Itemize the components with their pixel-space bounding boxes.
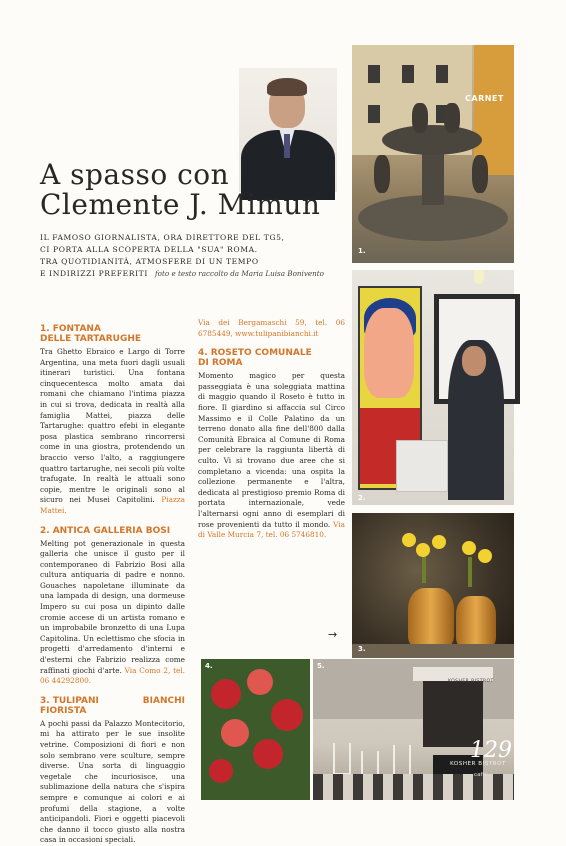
yellow-flower <box>416 543 430 557</box>
photo-label-5: 5. <box>317 662 325 670</box>
rose <box>253 739 283 769</box>
gallery-photo <box>352 270 514 505</box>
section-title-1a: FONTANA <box>52 324 101 334</box>
section-title-4b: DI ROMA <box>198 358 243 369</box>
amber-vase <box>456 596 496 648</box>
portrait-hair <box>267 78 307 96</box>
yellow-flower <box>478 549 492 563</box>
vases-photo <box>352 513 514 658</box>
yellow-flower <box>462 541 476 555</box>
section-heading-1 <box>40 324 185 344</box>
photo-credit: foto e testo raccolto da Maria Luisa Bonivento <box>154 269 324 278</box>
section-body-1 <box>40 347 185 517</box>
statue-figure <box>472 155 488 193</box>
section-body-2 <box>40 539 185 687</box>
section-title-4a: ROSETO COMUNALE <box>210 348 312 359</box>
section-number-4: 4. <box>198 348 208 359</box>
stem <box>422 553 426 583</box>
statue-figure <box>444 103 460 133</box>
window <box>436 65 448 83</box>
ceiling-lamp <box>474 270 484 284</box>
shop-front-sign: KOSHER BISTROT <box>448 679 494 684</box>
section-title-1b: DELLE TARTARUGHE <box>40 334 142 344</box>
table-surface <box>352 644 514 658</box>
page-number: 129 <box>470 738 512 763</box>
section-body-3-continued <box>198 318 345 339</box>
text-column-1 <box>40 318 185 845</box>
section-heading-3 <box>40 696 185 716</box>
gallery-owner-head <box>462 346 486 376</box>
article-subtitle <box>40 232 345 280</box>
section-address-2: Via Como 2, tel. 06 44292800. <box>40 665 185 686</box>
section-text-4: Momento magico per questa passeggiata è una soleggiata mattina di maggio quando il Roseto è tutto in fiore. Il giardino si affaccia sul Circo Massimo e il Colle Palatino da un terreno donato alla fine dell'800 dalla Comunità Ebraica al Comune di Roma per celebrare la raggiunta libertà di culto. Vi si trovano due aree che si completano a vicenda: una ospita la collezione permanente e l'altra, dedicata al prestigioso premio Roma di portata internazionale, vede l'alternarsi ogni anno di esemplari di rose provenienti da tutto il mondo. <box>198 371 345 529</box>
subtitle-line-3: TRA QUOTIDIANITÀ, ATMOSFERE DI UN TEMPO <box>40 257 259 266</box>
sign-line-2: caffè <box>474 772 488 778</box>
photo-label-2: 2. <box>358 494 366 502</box>
section-heading-2 <box>40 526 185 536</box>
sculpture-plinth <box>396 440 448 492</box>
window <box>368 105 380 123</box>
subtitle-line-4: E INDIRIZZI PREFERITI <box>40 269 148 278</box>
fountain-photo <box>352 45 514 263</box>
bistrot-entrance <box>423 677 483 747</box>
fountain-bowl <box>382 125 482 155</box>
title-line-1: A spasso con <box>40 158 230 191</box>
section-heading-4 <box>198 348 345 368</box>
portrait-tie <box>284 134 290 158</box>
window <box>368 65 380 83</box>
subtitle-line-2: CI PORTA ALLA SCOPERTA DELLA "SUA" ROMA. <box>40 245 258 254</box>
photo-label-1: 1. <box>358 247 366 255</box>
section-text-2: Melting pot generazionale in questa galleria che unisce il gusto per il contemporaneo di Fabrizio Bosi alla cultura antiquaria di padre e nonno. Gouaches napoletane illuminate da una lampada di design, una dormeuse Impero su cui posa un dipinto dalle cromie accese di un artista romano e un improbabile bronzetto di una Lupa Capitolina. Un eclettismo che sfocia in progetti d'arredamento d'interni e d'esterni che Fabrizio realizza come raffinati giochi d'arte. <box>40 538 185 675</box>
section-address-1: Piazza Mattei. <box>40 495 185 515</box>
continue-arrow-icon: → <box>328 628 338 641</box>
text-column-2 <box>198 318 345 541</box>
photo-label-3: 3. <box>358 645 366 653</box>
painting-face <box>364 308 414 398</box>
yellow-flower <box>402 533 416 547</box>
section-address-4: Via di Valle Murcia 7, tel. 06 5746810. <box>198 519 345 540</box>
sign-line-1: KOSHER BISTROT <box>450 761 506 767</box>
chair <box>333 743 351 775</box>
rose <box>211 679 241 709</box>
rose <box>221 719 249 747</box>
window <box>402 65 414 83</box>
section-title-3: TULIPANI BIANCHI FIORISTA <box>40 695 185 716</box>
chair <box>393 745 411 777</box>
rose <box>247 669 273 695</box>
section-address-3: Via dei Bergamaschi 59, tel. 06 6785449, www.tulipanibianchi.it <box>198 318 345 338</box>
title-line-2: Clemente J. Mimun <box>40 188 321 221</box>
section-text-1: Tra Ghetto Ebraico e Largo di Torre Argentina, una meta fuori dagli usuali itinerari turistici. Una fontana cinquecentesca molto amata dai romani che chiamano l'intima piazza in cui si trova, dedicata in realtà alla famiglia Mattei, piazza delle Tartarughe: quattro efebi in elegante posa plastica sembrano rincorrersi come in una giostra, protendendo un braccio verso l'alto, a raggiungere quattro tartarughe, nei secoli più volte trafugate. In realtà le attuali sono copie, mentre le originali sono al sicuro nei Musei Capitolini. <box>40 347 185 505</box>
section-number-1: 1. <box>40 324 50 334</box>
statue-figure <box>412 103 428 133</box>
statue-figure <box>374 155 390 193</box>
photo-label-4: 4. <box>205 662 213 670</box>
section-number-3: 3. <box>40 695 50 706</box>
article-title <box>40 160 320 220</box>
roses-photo <box>201 659 310 800</box>
rose <box>271 699 303 731</box>
section-body-4 <box>198 371 345 541</box>
amber-vase <box>408 588 454 648</box>
rose <box>209 759 233 783</box>
section-label: CARNET <box>465 94 504 103</box>
section-title-2: ANTICA GALLERIA BOSI <box>52 525 171 536</box>
yellow-flower <box>432 535 446 549</box>
stem <box>468 557 472 587</box>
subtitle-line-1: IL FAMOSO GIORNALISTA, ORA DIRETTORE DEL TG5, <box>40 233 285 242</box>
section-number-2: 2. <box>40 525 50 536</box>
section-body-3 <box>40 718 185 845</box>
section-text-3: A pochi passi da Palazzo Montecitorio, mi ha attirato per le sue insolite vetrine. Composizioni di fiori e non solo sembrano vere sculture, sempre diverse. Una sorta di linguaggio vegetale che incuriosisce, una sublimazione della natura che s'ispira sempre e comunque ai colori e ai profumi della stagione, a volte anticipandoli. Fiori e oggetti piacevoli che danno il tocco giusto alla nostra casa in occasioni speciali. <box>40 718 185 845</box>
